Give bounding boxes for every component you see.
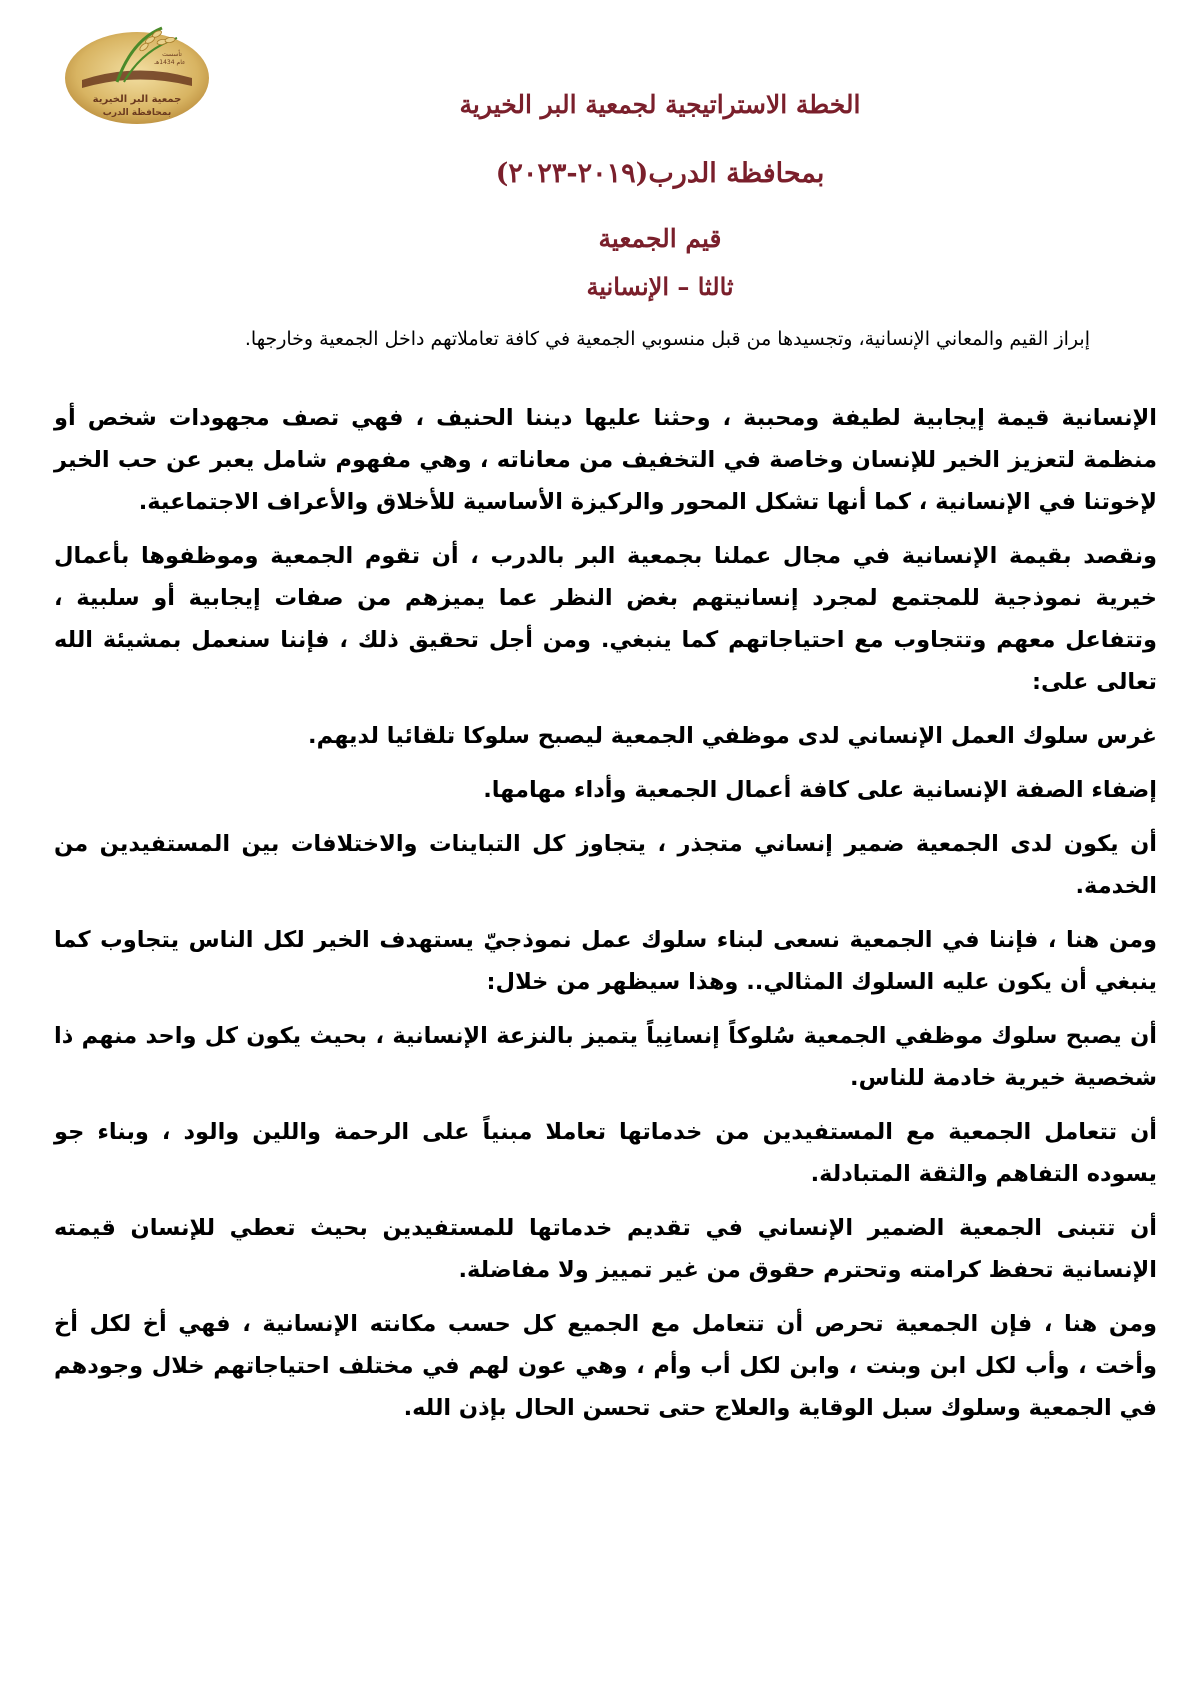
intro-statement: إبراز القيم والمعاني الإنسانية، وتجسيدها من قبل منسوبي الجمعية في كافة تعاملاتهم داخل الجمعية وخارجها.: [244, 328, 1090, 350]
logo-founded-label: تأسست: [162, 51, 182, 58]
value-title: ثالثا – الإنسانية: [586, 272, 734, 301]
body-paragraph: أن يكون لدى الجمعية ضمير إنساني متجذر ، يتجاوز كل التباينات والاختلافات بين المستفيدين من الخدمة.: [54, 831, 1157, 899]
body-paragraph: إضفاء الصفة الإنسانية على كافة أعمال الجمعية وأداء مهامها.: [483, 777, 1157, 803]
body-paragraph: أن تتعامل الجمعية مع المستفيدين من خدماتها تعاملا مبنياً على الرحمة واللين والود ، وبناء جو يسوده التفاهم والثقة المتبادلة.: [54, 1119, 1157, 1187]
body-paragraph: أن يصبح سلوك موظفي الجمعية سُلوكاً إنسانِياً يتميز بالنزعة الإنسانية ، بحيث يكون كل واحد منهم ذا شخصية خيرية خادمة للناس.: [54, 1023, 1157, 1091]
body-paragraph: ونقصد بقيمة الإنسانية في مجال عملنا بجمعية البر بالدرب ، أن تقوم الجمعية وموظفوها بأعمال خيرية نموذجية للمجتمع لمجرد إنسانيتهم بغض النظر عما يميزهم من صفات إيجابية أو سلبية ، وتتفاعل معهم وتتجاوب مع احتياجاتهم كما ينبغي. ومن أجل تحقيق ذلك ، فإننا سنعمل بمشيئة الله تعالى على:: [54, 543, 1157, 695]
section-title: قيم الجمعية: [598, 224, 722, 253]
document-title: الخطة الاستراتيجية لجمعية البر الخيرية: [459, 90, 861, 119]
body-paragraph: ومن هنا ، فإن الجمعية تحرص أن تتعامل مع الجميع كل حسب مكانته الإنسانية ، فهي أخ لكل أخ وأخت ، وأب لكل ابن وبنت ، وابن لكل أب وأم ، وهي عون لهم في مختلف احتياجاتهم خلال وجودهم في الجمعية وسلوك سبل الوقاية والعلاج حتى تحسن الحال بإذن الله.: [54, 1311, 1157, 1421]
logo-name-line2: بمحافظة الدرب: [102, 108, 172, 118]
body-paragraph: الإنسانية قيمة إيجابية لطيفة ومحببة ، وحثنا عليها ديننا الحنيف ، فهي تصف مجهودات شخص أو منظمة لتعزيز الخير للإنسان وخاصة في التخفيف من معاناته ، وهي مفهوم شامل يعبر عن حب الخير لإخوتنا في الإنسانية ، كما أنها تشكل المحور والركيزة الأساسية للأخلاق والأعراف الاجتماعية.: [54, 405, 1157, 515]
logo-name-line1: جمعية البر الخيرية: [92, 94, 182, 105]
document-body: [54, 397, 1157, 1441]
logo-founded-year: عام 1434هـ: [154, 59, 186, 66]
body-paragraph: ومن هنا ، فإننا في الجمعية نسعى لبناء سلوك عمل نموذجيّ يستهدف الخير لكل الناس يتجاوب كما ينبغي أن يكون عليه السلوك المثالي.. وهذا سيظهر من خلال:: [54, 927, 1157, 995]
body-paragraph: أن تتبنى الجمعية الضمير الإنساني في تقديم خدماتها للمستفيدين بحيث تعطي للإنسان قيمته الإنسانية تحفظ كرامته وتحترم حقوق من غير تمييز ولا مفاضلة.: [54, 1215, 1157, 1283]
body-paragraph: غرس سلوك العمل الإنساني لدى موظفي الجمعية ليصبح سلوكا تلقائيا لديهم.: [308, 723, 1157, 749]
document-subtitle: بمحافظة الدرب(٢٠١٩-٢٠٢٣): [495, 158, 825, 189]
